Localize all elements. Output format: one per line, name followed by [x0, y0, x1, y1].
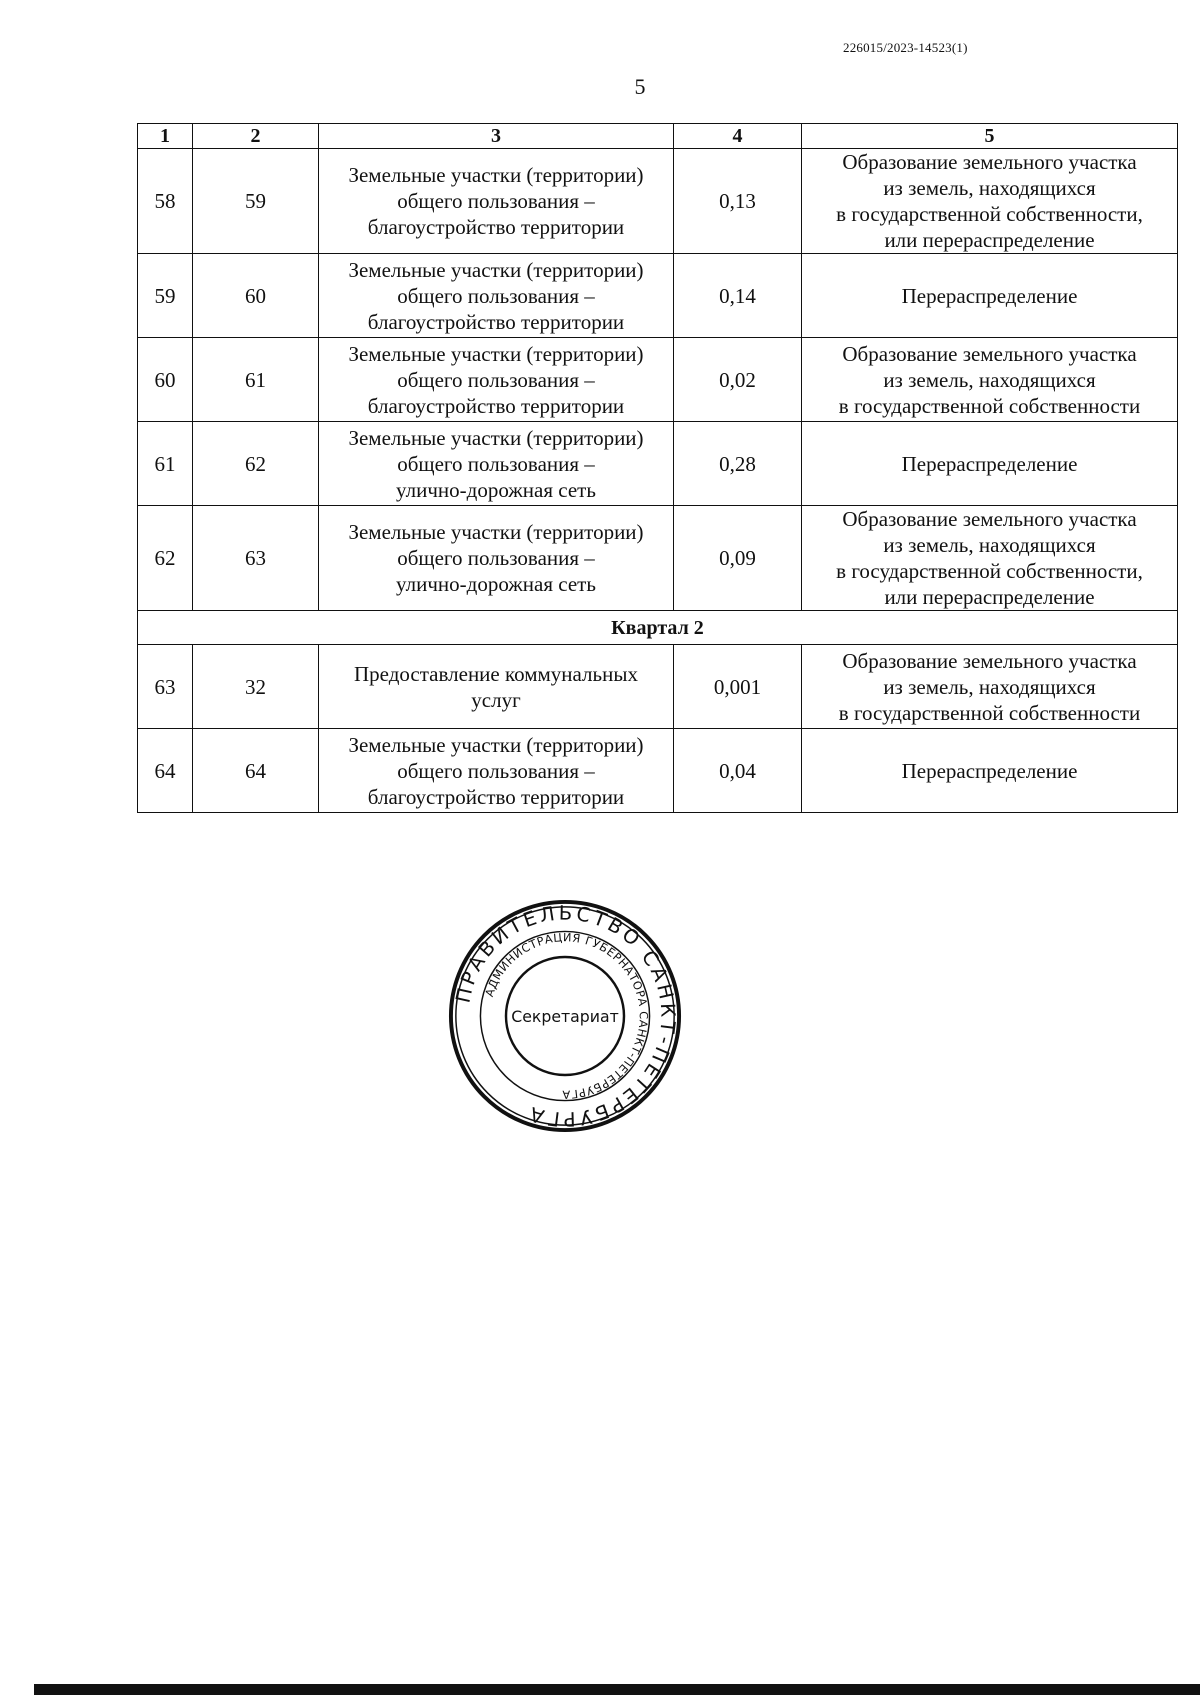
- table-row: [138, 338, 1178, 422]
- cell-line: Земельные участки (территории): [348, 425, 644, 450]
- cell-line: из земель, находящихся: [883, 533, 1096, 557]
- area-cell: 0,09: [674, 506, 802, 611]
- row-number-cell: 58: [138, 149, 193, 254]
- area-cell: 0,28: [674, 422, 802, 506]
- table-row: [138, 506, 1178, 611]
- plot-number-cell: 64: [193, 729, 319, 813]
- method-cell: [802, 338, 1178, 422]
- cell-line: благоустройство территории: [367, 309, 625, 334]
- cell-line: улично-дорожная сеть: [396, 572, 596, 596]
- method-cell: [802, 149, 1178, 254]
- column-header: 1: [138, 124, 193, 149]
- cell-line: улично-дорожная сеть: [396, 477, 596, 502]
- row-number-cell: 61: [138, 422, 193, 506]
- purpose-cell: [319, 645, 674, 729]
- cell-line: Перераспределение: [901, 758, 1078, 783]
- cell-line: Земельные участки (территории): [348, 341, 644, 366]
- method-cell: [802, 645, 1178, 729]
- plot-number-cell: 63: [193, 506, 319, 611]
- purpose-cell: [319, 149, 674, 254]
- plot-number-cell: 32: [193, 645, 319, 729]
- purpose-cell: [319, 422, 674, 506]
- stamp-center-text: Секретариат: [511, 1006, 619, 1026]
- stamp-inner-text: АДМИНИСТРАЦИЯ ГУБЕРНАТОРА САНКТ-ПЕТЕРБУРГА: [482, 931, 650, 1101]
- cell-line: Образование земельного участка: [842, 648, 1137, 673]
- document-number: 226015/2023-14523(1): [843, 40, 968, 55]
- table-row: [138, 422, 1178, 506]
- plot-number-cell: 59: [193, 149, 319, 254]
- stamp-outer-text: ПРАВИТЕЛЬСТВО САНКТ-ПЕТЕРБУРГА: [451, 901, 680, 1131]
- cell-line: в государственной собственности,: [836, 202, 1143, 226]
- cell-line: общего пользования –: [397, 758, 595, 783]
- table-row: [138, 729, 1178, 813]
- group-label: Квартал 2: [138, 611, 1178, 645]
- purpose-cell: [319, 506, 674, 611]
- cell-line: Перераспределение: [901, 451, 1078, 476]
- page-number: 5: [634, 74, 646, 99]
- area-cell: 0,13: [674, 149, 802, 254]
- plot-number-cell: 62: [193, 422, 319, 506]
- cell-line: из земель, находящихся: [883, 367, 1096, 392]
- row-number-cell: 59: [138, 254, 193, 338]
- cell-line: благоустройство территории: [367, 393, 625, 418]
- plot-number-cell: 61: [193, 338, 319, 422]
- row-number-cell: 64: [138, 729, 193, 813]
- cell-line: общего пользования –: [397, 546, 595, 570]
- column-header: 5: [802, 124, 1178, 149]
- method-cell: [802, 254, 1178, 338]
- purpose-cell: [319, 338, 674, 422]
- cell-line: общего пользования –: [397, 367, 595, 392]
- table-row: [138, 254, 1178, 338]
- cell-line: общего пользования –: [397, 189, 595, 213]
- cell-line: Земельные участки (территории): [348, 163, 644, 187]
- cell-line: или перераспределение: [884, 228, 1095, 252]
- cell-line: Земельные участки (территории): [348, 732, 644, 757]
- row-number-cell: 62: [138, 506, 193, 611]
- cell-line: Образование земельного участка: [842, 507, 1137, 531]
- column-header: 3: [319, 124, 674, 149]
- cell-line: в государственной собственности: [838, 700, 1141, 725]
- cell-line: Земельные участки (территории): [348, 520, 644, 544]
- cell-line: из земель, находящихся: [883, 674, 1096, 699]
- cell-line: Образование земельного участка: [842, 150, 1137, 174]
- cell-line: в государственной собственности: [838, 393, 1141, 418]
- purpose-cell: [319, 729, 674, 813]
- column-header: 2: [193, 124, 319, 149]
- table-row: [138, 149, 1178, 254]
- method-cell: [802, 506, 1178, 611]
- secretariat-stamp: [447, 898, 683, 1134]
- area-cell: 0,04: [674, 729, 802, 813]
- cell-line: в государственной собственности,: [836, 559, 1143, 583]
- land-plots-table: [137, 123, 1178, 813]
- group-row: [138, 611, 1178, 645]
- table-row: [138, 645, 1178, 729]
- purpose-cell: [319, 254, 674, 338]
- method-cell: [802, 729, 1178, 813]
- cell-line: Образование земельного участка: [842, 341, 1137, 366]
- cell-line: или перераспределение: [884, 585, 1095, 609]
- cell-line: общего пользования –: [397, 283, 595, 308]
- cell-line: Земельные участки (территории): [348, 257, 644, 282]
- column-header: 4: [674, 124, 802, 149]
- row-number-cell: 60: [138, 338, 193, 422]
- cell-line: Предоставление коммунальных: [354, 661, 638, 686]
- scan-bottom-edge: [34, 1684, 1200, 1695]
- plot-number-cell: 60: [193, 254, 319, 338]
- cell-line: услуг: [471, 687, 521, 712]
- cell-line: благоустройство территории: [367, 784, 625, 809]
- cell-line: из земель, находящихся: [883, 176, 1096, 200]
- area-cell: 0,02: [674, 338, 802, 422]
- cell-line: благоустройство территории: [367, 215, 625, 239]
- row-number-cell: 63: [138, 645, 193, 729]
- cell-line: общего пользования –: [397, 451, 595, 476]
- table-header-row: [138, 124, 1178, 149]
- area-cell: 0,14: [674, 254, 802, 338]
- cell-line: Перераспределение: [901, 283, 1078, 308]
- method-cell: [802, 422, 1178, 506]
- area-cell: 0,001: [674, 645, 802, 729]
